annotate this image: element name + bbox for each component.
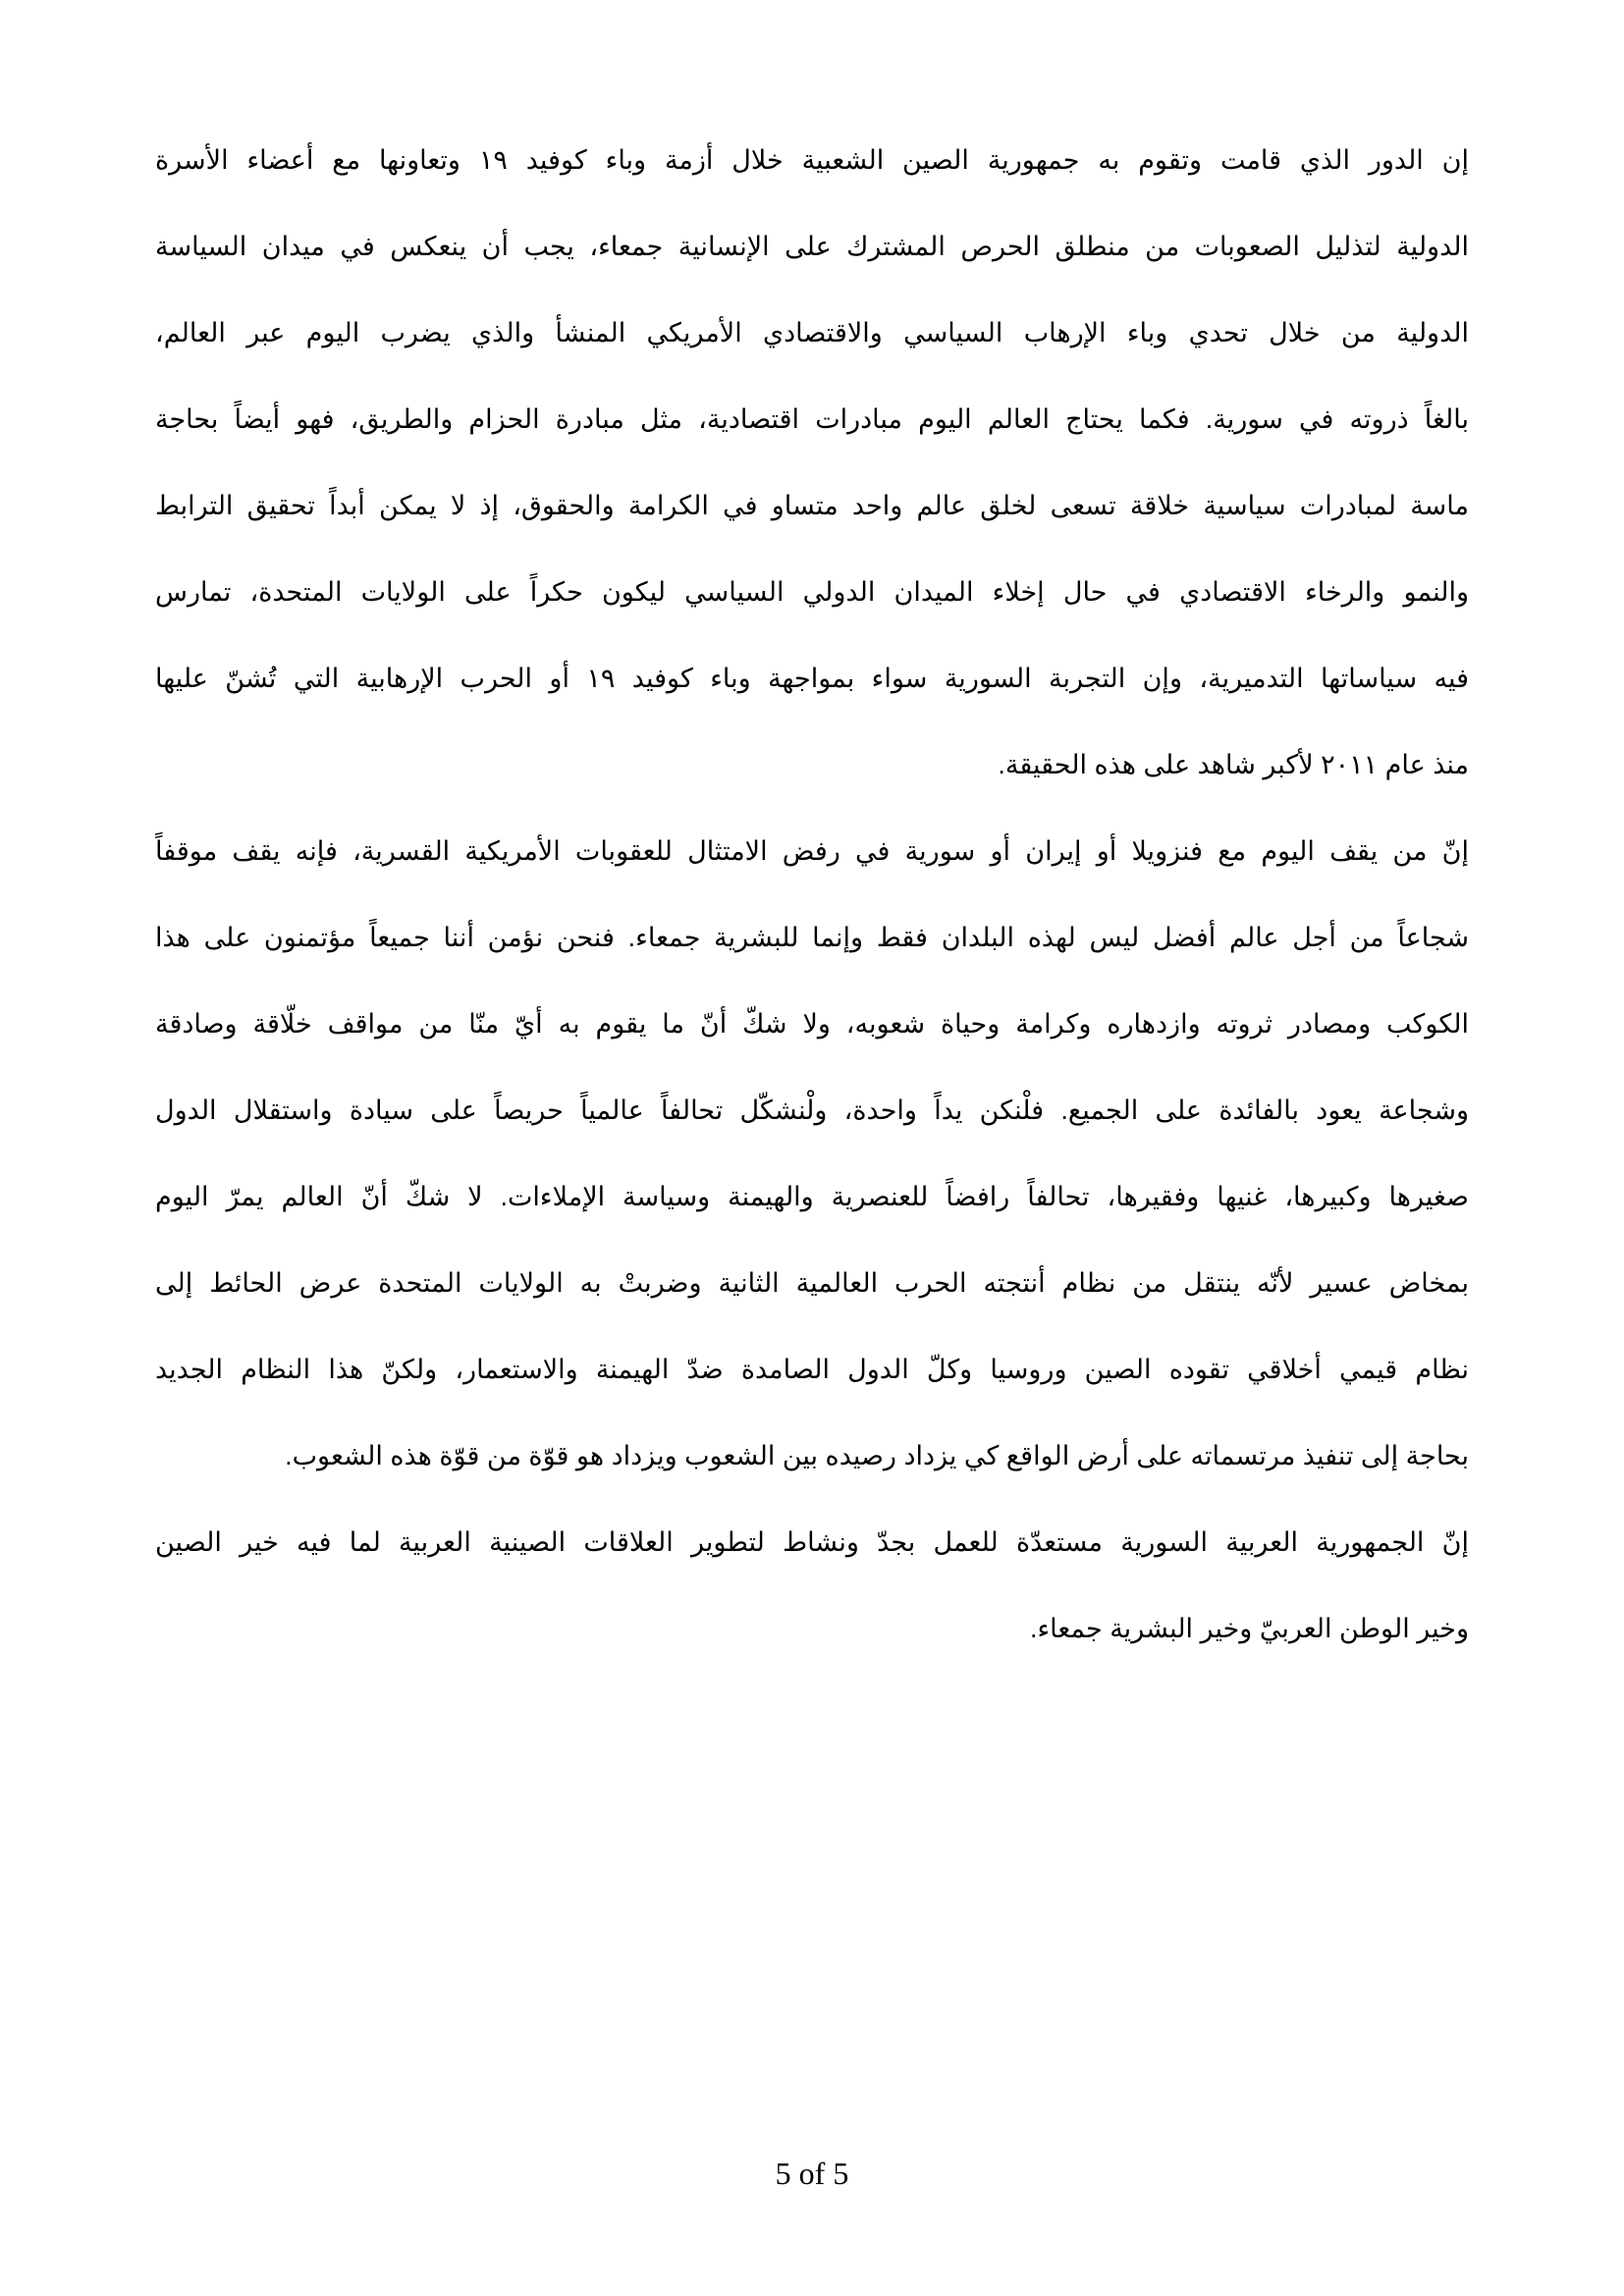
text-line: الدولية من خلال تحدي وباء الإرهاب السياسي والاقتصادي الأمريكي المنشأ والذي يضرب اليوم عبر العالم،	[155, 318, 1469, 347]
text-line: بالغاً ذروته في سورية. فكما يحتاج العالم اليوم مبادرات اقتصادية، مثل مبادرة الحزام والطريق، فهو أيضاً بحاجة	[155, 404, 1469, 434]
text-line: الكوكب ومصادر ثروته وازدهاره وكرامة وحياة شعوبه، ولا شكّ أنّ ما يقوم به أيّ منّا من مواقف خلّاقة وصادقة	[155, 1009, 1469, 1039]
page-number: 5 of 5	[775, 2156, 849, 2191]
text-line: الدولية لتذليل الصعوبات من منطلق الحرص المشترك على الإنسانية جمعاء، يجب أن ينعكس في ميدان السياسة	[155, 232, 1469, 261]
text-line: ماسة لمبادرات سياسية خلاقة تسعى لخلق عالم واحد متساو في الكرامة والحقوق، إذ لا يمكن أبداً تحقيق الترابط	[155, 491, 1469, 520]
text-line: والنمو والرخاء الاقتصادي في حال إخلاء الميدان الدولي السياسي ليكون حكراً على الولايات المتحدة، تمارس	[155, 577, 1469, 607]
text-line: صغيرها وكبيرها، غنيها وفقيرها، تحالفاً رافضاً للعنصرية والهيمنة وسياسة الإملاءات. لا شكّ أنّ العالم يمرّ اليوم	[155, 1182, 1469, 1211]
text-line: إن الدور الذي قامت وتقوم به جمهورية الصين الشعبية خلال أزمة وباء كوفيد ١٩ وتعاونها مع أعضاء الأسرة	[155, 145, 1469, 175]
text-line: إنّ من يقف اليوم مع فنزويلا أو إيران أو سورية في رفض الامتثال للعقوبات الأمريكية القسرية، فإنه يقف موقفاً	[155, 836, 1469, 866]
text-line: فيه سياساتها التدميرية، وإن التجربة السورية سواء بمواجهة وباء كوفيد ١٩ أو الحرب الإرهابية التي تُشنّ عليها	[155, 664, 1469, 693]
text-line: نظام قيمي أخلاقي تقوده الصين وروسيا وكلّ الدول الصامدة ضدّ الهيمنة والاستعمار، ولكنّ هذا النظام الجديد	[155, 1355, 1469, 1384]
text-line: بمخاض عسير لأنّه ينتقل من نظام أنتجته الحرب العالمية الثانية وضربتْ به الولايات المتحدة عرض الحائط إلى	[155, 1268, 1469, 1298]
text-line: إنّ الجمهورية العربية السورية مستعدّة للعمل بجدّ ونشاط لتطوير العلاقات الصينية العربية لما فيه خير الصين	[155, 1527, 1469, 1557]
text-line: شجاعاً من أجل عالم أفضل ليس لهذه البلدان فقط وإنما للبشرية جمعاء. فنحن نؤمن أننا جميعاً مؤتمنون على هذا	[155, 923, 1469, 952]
text-line: وخير الوطن العربيّ وخير البشرية جمعاء.	[1029, 1614, 1469, 1643]
body-text	[155, 135, 1469, 1690]
text-line: منذ عام ٢٠١١ لأكبر شاهد على هذه الحقيقة.	[998, 750, 1469, 779]
text-line: وشجاعة يعود بالفائدة على الجميع. فلْنكن يداً واحدة، ولْنشكّل تحالفاً عالمياً حريصاً على سيادة واستقلال الدول	[155, 1095, 1469, 1125]
text-line: بحاجة إلى تنفيذ مرتسماته على أرض الواقع كي يزداد رصيده بين الشعوب ويزداد هو قوّة من قوّة هذه الشعوب.	[285, 1441, 1469, 1470]
